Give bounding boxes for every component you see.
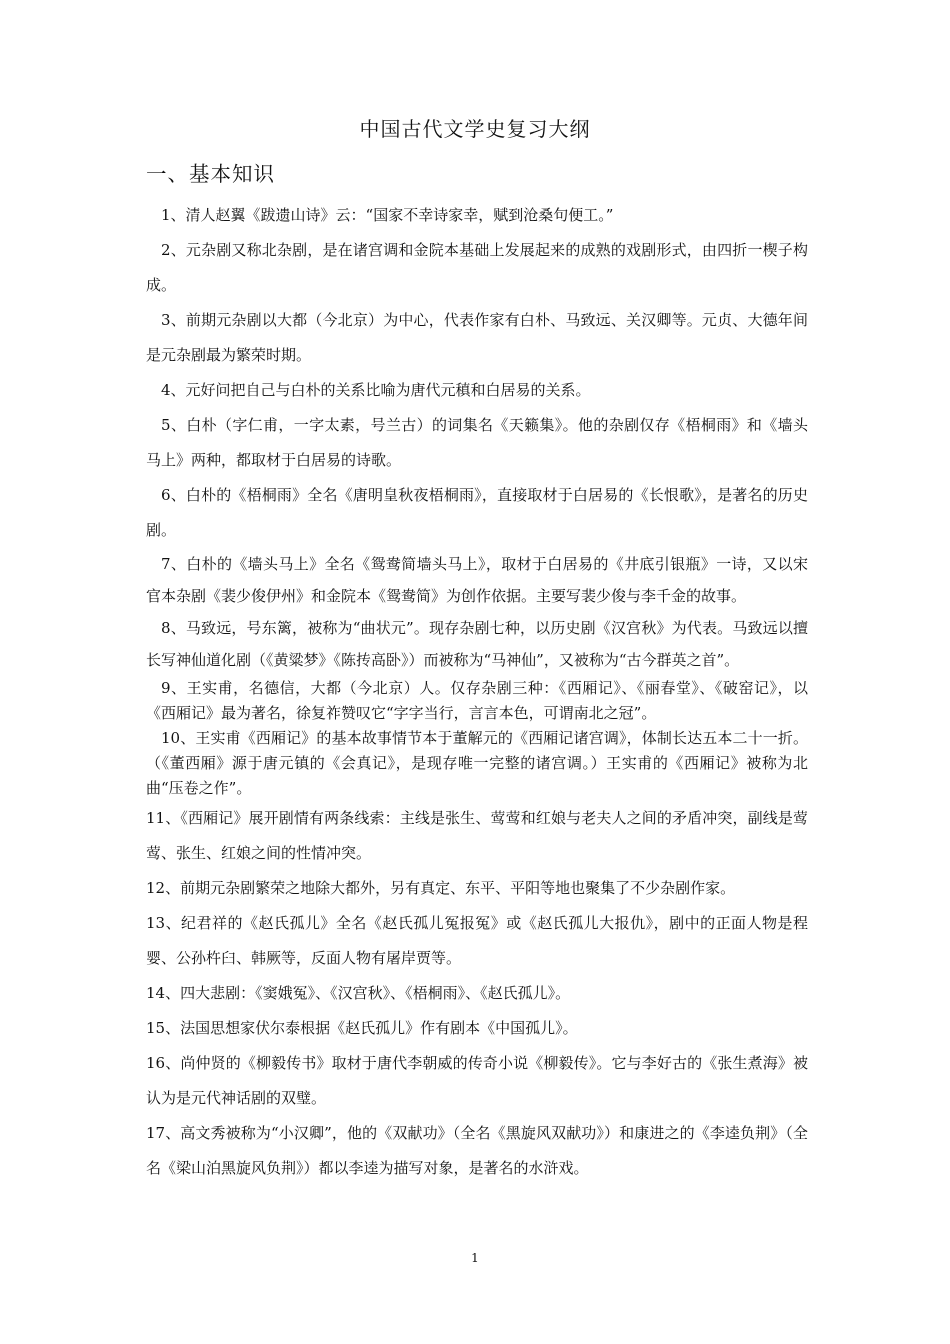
section-heading: 一、基本知识 (146, 162, 275, 186)
paragraph: 5、白朴（字仁甫，一字太素，号兰古）的词集名《天籁集》。他的杂剧仅存《梧桐雨》和《墙头马上》两种，都取材于白居易的诗歌。 (146, 416, 808, 469)
paragraph: 6、白朴的《梧桐雨》全名《唐明皇秋夜梧桐雨》，直接取材于白居易的《长恨歌》，是著名的历史剧。 (146, 486, 808, 539)
paragraph: 15、法国思想家伏尔泰根据《赵氏孤儿》作有剧本《中国孤儿》。 (146, 1019, 578, 1037)
paragraph: 3、前期元杂剧以大都（今北京）为中心，代表作家有白朴、马致远、关汉卿等。元贞、大德年间是元杂剧最为繁荣时期。 (146, 311, 808, 364)
paragraph: 10、王实甫《西厢记》的基本故事情节本于董解元的《西厢记诸宫调》，体制长达五本二十一折。（《董西厢》源于唐元镇的《会真记》，是现存唯一完整的诸宫调。）王实甫的《西厢记》被称为北曲“压卷之作”。 (146, 729, 808, 797)
paragraph: 7、白朴的《墙头马上》全名《鸳鸯简墙头马上》，取材于白居易的《井底引银瓶》一诗，又以宋官本杂剧《裴少俊伊州》和金院本《鸳鸯简》为创作依据。主要写裴少俊与李千金的故事。 (146, 555, 808, 605)
document-title: 中国古代文学史复习大纲 (359, 117, 591, 141)
paragraph: 4、元好问把自己与白朴的关系比喻为唐代元稹和白居易的关系。 (161, 381, 591, 399)
document-body (146, 198, 808, 1186)
paragraph: 12、前期元杂剧繁荣之地除大都外，另有真定、东平、平阳等地也聚集了不少杂剧作家。 (146, 879, 736, 897)
paragraph: 11、《西厢记》展开剧情有两条线索：主线是张生、莺莺和红娘与老夫人之间的矛盾冲突，副线是莺莺、张生、红娘之间的性情冲突。 (146, 809, 808, 862)
page-number: 1 (471, 1251, 479, 1265)
paragraph: 1、清人赵翼《跋遗山诗》云：“国家不幸诗家幸，赋到沧桑句便工。” (161, 206, 614, 224)
paragraph: 13、纪君祥的《赵氏孤儿》全名《赵氏孤儿冤报冤》或《赵氏孤儿大报仇》，剧中的正面人物是程婴、公孙杵臼、韩厥等，反面人物有屠岸贾等。 (146, 914, 808, 967)
paragraph: 17、高文秀被称为“小汉卿”，他的《双献功》（全名《黑旋风双献功》）和康进之的《李逵负荆》（全名《梁山泊黑旋风负荆》）都以李逵为描写对象，是著名的水浒戏。 (146, 1124, 808, 1177)
paragraph: 2、元杂剧又称北杂剧，是在诸宫调和金院本基础上发展起来的成熟的戏剧形式，由四折一楔子构成。 (146, 241, 808, 294)
paragraph: 9、王实甫，名德信，大都（今北京）人。仅存杂剧三种：《西厢记》、《丽春堂》、《破窑记》，以《西厢记》最为著名，徐复祚赞叹它“字字当行，言言本色，可谓南北之冠”。 (146, 679, 808, 722)
paragraph: 8、马致远，号东篱，被称为“曲状元”。现存杂剧七种，以历史剧《汉宫秋》为代表。马致远以擅长写神仙道化剧（《黄粱梦》《陈抟高卧》）而被称为“马神仙”，又被称为“古今群英之首”。 (146, 619, 808, 669)
paragraph: 14、四大悲剧：《窦娥冤》、《汉宫秋》、《梧桐雨》、《赵氏孤儿》。 (146, 984, 571, 1002)
paragraph: 16、尚仲贤的《柳毅传书》取材于唐代李朝威的传奇小说《柳毅传》。它与李好古的《张生煮海》被认为是元代神话剧的双璧。 (146, 1054, 808, 1107)
